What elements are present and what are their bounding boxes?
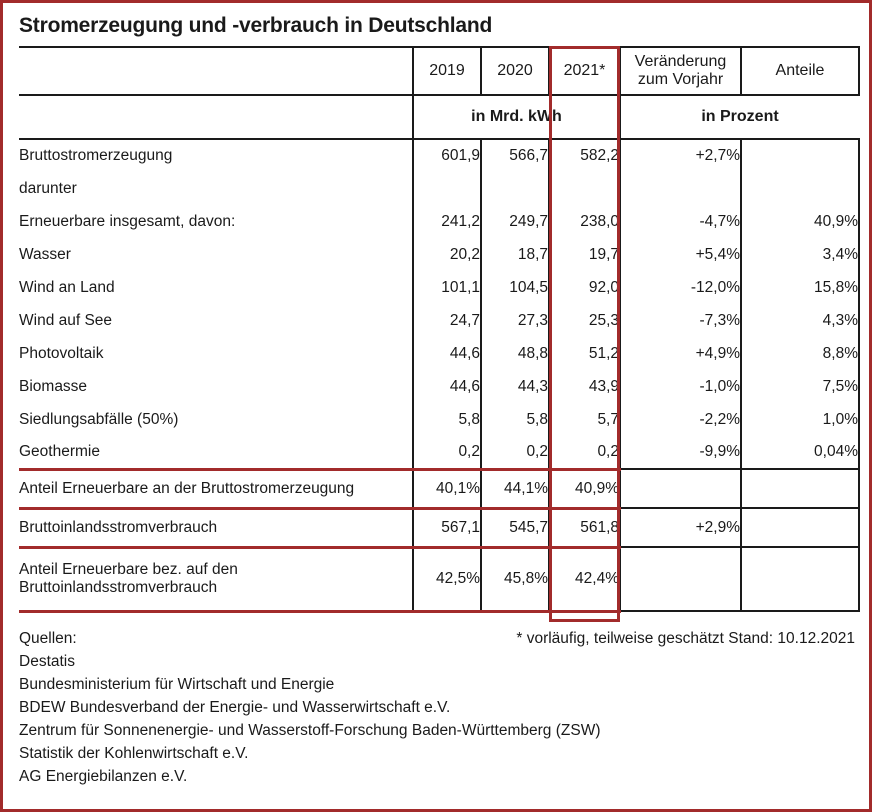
cell-change: -12,0% bbox=[620, 271, 741, 304]
cell-2021: 5,7 bbox=[549, 403, 620, 436]
summary-cell-2019: 567,1 bbox=[413, 508, 481, 547]
cell-2021: 25,3 bbox=[549, 304, 620, 337]
cell-share: 3,4% bbox=[741, 238, 859, 271]
cell-2019: 0,2 bbox=[413, 436, 481, 469]
row-label: darunter bbox=[19, 179, 77, 197]
cell-2019: 20,2 bbox=[413, 238, 481, 271]
cell-2019: 24,7 bbox=[413, 304, 481, 337]
source-line: Destatis bbox=[19, 653, 75, 670]
unit-cell-energy: in Mrd. kWh bbox=[413, 95, 620, 139]
row-label: Erneuerbare insgesamt, davon: bbox=[19, 212, 236, 230]
cell-2019: 44,6 bbox=[413, 370, 481, 403]
cell-2019: 241,2 bbox=[413, 205, 481, 238]
cell-2020: 27,3 bbox=[481, 304, 549, 337]
summary-row-label: Anteil Erneuerbare an der Bruttostromerzeugung bbox=[19, 469, 413, 508]
energy-statistics-table bbox=[19, 46, 860, 613]
summary-cell-2021: 42,4% bbox=[549, 547, 620, 611]
table-summary-row bbox=[19, 469, 859, 508]
cell-share: 4,3% bbox=[741, 304, 859, 337]
summary-cell-2020: 44,1% bbox=[481, 469, 549, 508]
summary-cell-change: +2,9% bbox=[620, 508, 741, 547]
summary-cell-share bbox=[741, 547, 859, 611]
cell-share bbox=[741, 172, 859, 205]
cell-change: -2,2% bbox=[620, 403, 741, 436]
summary-row-label: Bruttoinlandsstromverbrauch bbox=[19, 508, 413, 547]
cell-2021: 92,0 bbox=[549, 271, 620, 304]
cell-2020: 0,2 bbox=[481, 436, 549, 469]
header-cell-change bbox=[620, 47, 741, 95]
header-cell-2019: 2019 bbox=[413, 47, 481, 95]
cell-change: -4,7% bbox=[620, 205, 741, 238]
source-line: Statistik der Kohlenwirtschaft e.V. bbox=[19, 745, 249, 762]
cell-share: 8,8% bbox=[741, 337, 859, 370]
cell-2021: 43,9 bbox=[549, 370, 620, 403]
source-line: Bundesministerium für Wirtschaft und Energie bbox=[19, 676, 335, 693]
unit-cell-percent: in Prozent bbox=[620, 95, 859, 139]
cell-2019: 101,1 bbox=[413, 271, 481, 304]
table-summary-row bbox=[19, 547, 859, 611]
page-title: Stromerzeugung und -verbrauch in Deutschland bbox=[19, 14, 493, 37]
cell-share: 0,04% bbox=[741, 436, 859, 469]
cell-share bbox=[741, 139, 859, 172]
cell-2020: 104,5 bbox=[481, 271, 549, 304]
row-label: Biomasse bbox=[19, 377, 88, 395]
source-line: Zentrum für Sonnenenergie- und Wasserstoff-Forschung Baden-Württemberg (ZSW) bbox=[19, 722, 601, 739]
summary-cell-2020: 45,8% bbox=[481, 547, 549, 611]
table-row bbox=[19, 403, 859, 436]
cell-2020: 18,7 bbox=[481, 238, 549, 271]
cell-2020: 5,8 bbox=[481, 403, 549, 436]
cell-change: +5,4% bbox=[620, 238, 741, 271]
cell-share: 15,8% bbox=[741, 271, 859, 304]
table-row bbox=[19, 370, 859, 403]
table-row bbox=[19, 436, 859, 469]
header-change-line1: Veränderung bbox=[634, 53, 727, 70]
footer-sources bbox=[19, 627, 859, 788]
cell-2019 bbox=[413, 172, 481, 205]
cell-share: 40,9% bbox=[741, 205, 859, 238]
header-cell-2020: 2020 bbox=[481, 47, 549, 95]
header-cell-empty bbox=[19, 47, 413, 95]
footnote-text: * vorläufig, teilweise geschätzt Stand: 10.12.2021 bbox=[516, 630, 855, 647]
cell-2021: 238,0 bbox=[549, 205, 620, 238]
summary-row-label: Anteil Erneuerbare bez. auf den Bruttoinlandsstromverbrauch bbox=[19, 547, 413, 611]
row-label: Siedlungsabfälle (50%) bbox=[19, 410, 179, 428]
row-label: Wind an Land bbox=[19, 278, 115, 296]
cell-share: 7,5% bbox=[741, 370, 859, 403]
source-line: AG Energiebilanzen e.V. bbox=[19, 768, 188, 785]
summary-cell-change bbox=[620, 547, 741, 611]
cell-2020: 48,8 bbox=[481, 337, 549, 370]
unit-cell-empty bbox=[19, 95, 413, 139]
cell-2019: 601,9 bbox=[413, 139, 481, 172]
row-label: Wasser bbox=[19, 245, 71, 263]
row-label: Wind auf See bbox=[19, 311, 113, 329]
header-change-line2: zum Vorjahr bbox=[637, 71, 724, 88]
cell-2020: 249,7 bbox=[481, 205, 549, 238]
cell-2021: 582,2 bbox=[549, 139, 620, 172]
cell-change bbox=[620, 172, 741, 205]
summary-cell-2021: 40,9% bbox=[549, 469, 620, 508]
cell-2021: 0,2 bbox=[549, 436, 620, 469]
table-row bbox=[19, 238, 859, 271]
cell-share: 1,0% bbox=[741, 403, 859, 436]
cell-2021 bbox=[549, 172, 620, 205]
header-cell-share: Anteile bbox=[741, 47, 859, 95]
table-row bbox=[19, 304, 859, 337]
cell-2020: 44,3 bbox=[481, 370, 549, 403]
cell-2019: 5,8 bbox=[413, 403, 481, 436]
row-label: Photovoltaik bbox=[19, 344, 104, 362]
cell-change: +4,9% bbox=[620, 337, 741, 370]
summary-cell-share bbox=[741, 508, 859, 547]
table-row bbox=[19, 139, 859, 172]
row-label: Bruttostromerzeugung bbox=[19, 147, 173, 164]
table-summary-row bbox=[19, 508, 859, 547]
table-row bbox=[19, 172, 859, 205]
summary-cell-2019: 42,5% bbox=[413, 547, 481, 611]
source-line: Quellen: bbox=[19, 630, 77, 647]
summary-cell-share bbox=[741, 469, 859, 508]
table-row bbox=[19, 205, 859, 238]
summary-cell-change bbox=[620, 469, 741, 508]
summary-cell-2021: 561,8 bbox=[549, 508, 620, 547]
cell-2020: 566,7 bbox=[481, 139, 549, 172]
summary-cell-2019: 40,1% bbox=[413, 469, 481, 508]
cell-2021: 51,2 bbox=[549, 337, 620, 370]
table-row bbox=[19, 337, 859, 370]
cell-change: -9,9% bbox=[620, 436, 741, 469]
cell-change: -1,0% bbox=[620, 370, 741, 403]
cell-change: +2,7% bbox=[620, 139, 741, 172]
cell-change: -7,3% bbox=[620, 304, 741, 337]
source-line: BDEW Bundesverband der Energie- und Wasserwirtschaft e.V. bbox=[19, 699, 451, 716]
table-header-years bbox=[19, 47, 859, 95]
summary-cell-2020: 545,7 bbox=[481, 508, 549, 547]
cell-2019: 44,6 bbox=[413, 337, 481, 370]
header-cell-2021: 2021* bbox=[549, 47, 620, 95]
table-header-units bbox=[19, 95, 859, 139]
cell-2020 bbox=[481, 172, 549, 205]
cell-2021: 19,7 bbox=[549, 238, 620, 271]
row-label: Geothermie bbox=[19, 436, 413, 469]
table-row bbox=[19, 271, 859, 304]
